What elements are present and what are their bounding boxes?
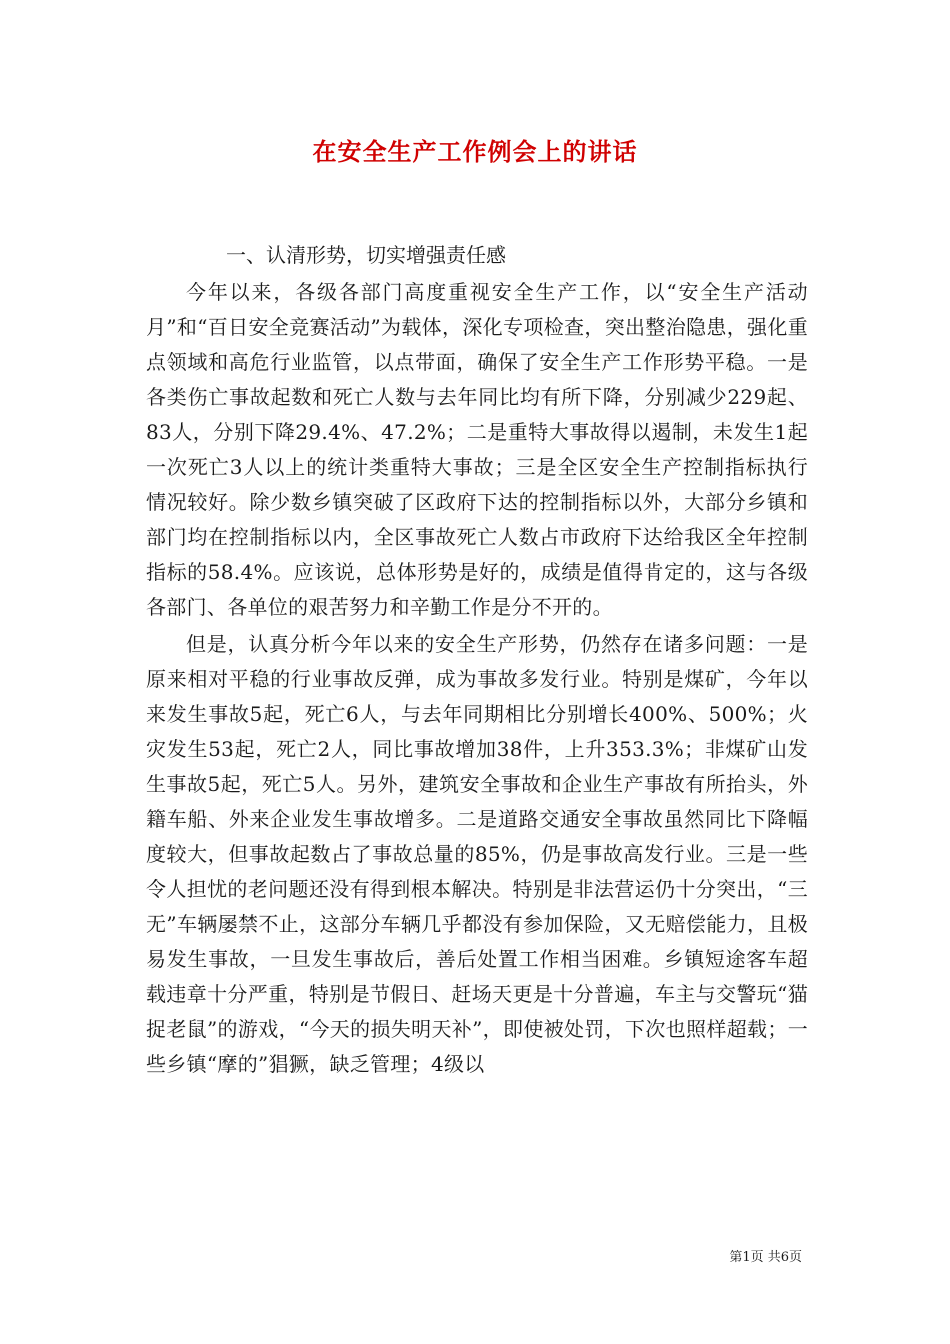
paragraph-1: 今年以来，各级各部门高度重视安全生产工作，以“安全生产活动月”和“百日安全竞赛活动”为载体，深化专项检查，突出整治隐患，强化重点领域和高危行业监管，以点带面，确保了安全生产工作形势平稳。一是各类伤亡事故起数和死亡人数与去年同比均有所下降，分别减少229起、83人，分别下降29.4%、47.2%；二是重特大事故得以遏制，未发生1起一次死亡3人以上的统计类重特大事故；三是全区安全生产控制指标执行情况较好。除少数乡镇突破了区政府下达的控制指标以外，大部分乡镇和部门均在控制指标以内，全区事故死亡人数占市政府下达给我区全年控制指标的58.4%。应该说，总体形势是好的，成绩是值得肯定的，这与各级各部门、各单位的艰苦努力和辛勤工作是分不开的。 — [146, 280, 808, 619]
section-heading: 一、认清形势，切实增强责任感 — [226, 243, 506, 267]
document-title: 在安全生产工作例会上的讲话 — [312, 137, 638, 166]
paragraph-2: 但是，认真分析今年以来的安全生产形势，仍然存在诸多问题：一是原来相对平稳的行业事故反弹，成为事故多发行业。特别是煤矿，今年以来发生事故5起，死亡6人，与去年同期相比分别增长400%、500%；火灾发生53起，死亡2人，同比事故增加38件，上升353.3%；非煤矿山发生事故5起，死亡5人。另外，建筑安全事故和企业生产事故有所抬头，外籍车船、外来企业发生事故增多。二是道路交通安全事故虽然同比下降幅度较大，但事故起数占了事故总量的85%，仍是事故高发行业。三是一些令人担忧的老问题还没有得到根本解决。特别是非法营运仍十分突出，“三无”车辆屡禁不止，这部分车辆几乎都没有参加保险，又无赔偿能力，且极易发生事故，一旦发生事故后，善后处置工作相当困难。乡镇短途客车超载违章十分严重，特别是节假日、赶场天更是十分普遍，车主与交警玩“猫捉老鼠”的游戏，“今天的损失明天补”，即使被处罚，下次也照样超载；一些乡镇“摩的”猖獗，缺乏管理；4级以 — [146, 632, 808, 1076]
document-body — [146, 238, 808, 1084]
page-footer: 第1页 共6页 — [729, 1250, 802, 1265]
